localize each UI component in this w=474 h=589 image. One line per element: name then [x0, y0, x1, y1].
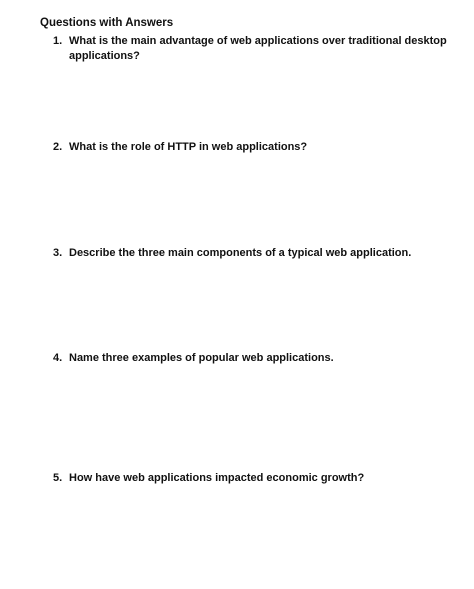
question-text: What is the role of HTTP in web applications?	[69, 141, 308, 153]
question-number: 3.	[53, 247, 63, 259]
question-text: Describe the three main components of a typical web application.	[69, 247, 412, 259]
question-text: What is the main advantage of web applications over traditional desktop applications?	[69, 35, 447, 62]
question-number: 5.	[53, 472, 63, 484]
question-number: 1.	[53, 35, 63, 47]
question-text: How have web applications impacted economic growth?	[69, 472, 365, 484]
question-number: 2.	[53, 141, 63, 153]
question-text: Name three examples of popular web applications.	[69, 352, 334, 364]
document-title: Questions with Answers	[40, 17, 174, 29]
question-number: 4.	[53, 352, 63, 364]
